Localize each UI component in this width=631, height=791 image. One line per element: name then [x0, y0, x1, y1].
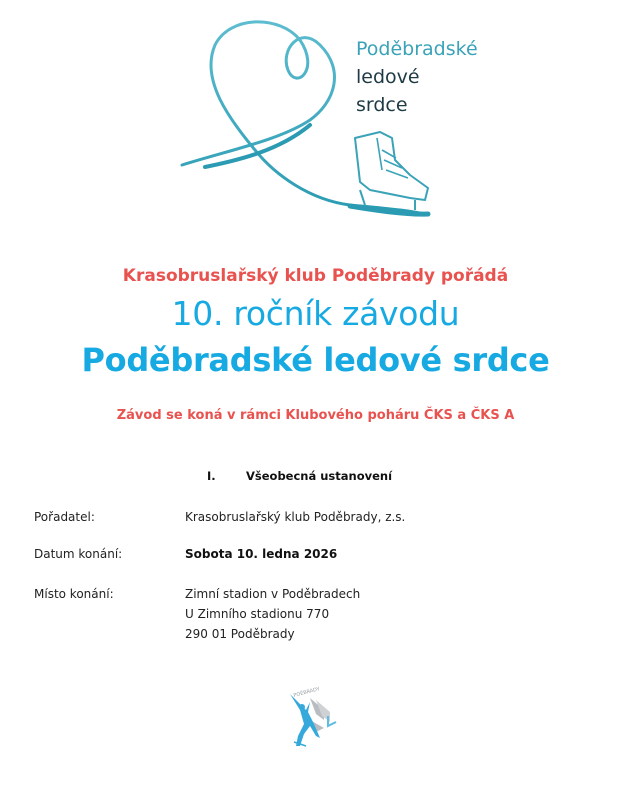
edition-heading: 10. ročník závodu: [171, 294, 460, 333]
detail-label: Místo konání:: [34, 587, 114, 601]
detail-label: Datum konání:: [34, 547, 123, 561]
figure-skater-icon: [280, 680, 340, 750]
detail-value: Sobota 10. ledna 2026: [185, 547, 338, 561]
organizer-heading: Krasobruslařský klub Poděbrady pořádá: [122, 266, 509, 286]
logo-wordmark: [356, 35, 478, 119]
section-title: Všeobecná ustanovení: [246, 469, 393, 483]
event-logo: [170, 10, 490, 230]
detail-value: U Zimního stadionu 770: [185, 607, 330, 621]
detail-label: Pořadatel:: [34, 510, 95, 524]
event-subtitle: Závod se koná v rámci Klubového poháru ČKS a ČKS A: [116, 408, 515, 423]
event-title: Poděbradské ledové srdce: [81, 341, 550, 379]
logo-line-3: srdce: [356, 94, 408, 116]
section-heading: [207, 469, 392, 483]
section-number: I.: [207, 469, 216, 483]
detail-value: Zimní stadion v Poděbradech: [185, 587, 361, 601]
logo-line-1: Poděbradské: [356, 38, 478, 60]
club-logo: [280, 680, 340, 750]
logo-line-2: ledové: [356, 66, 420, 88]
svg-text:POĚBRADY: POĚBRADY: [292, 686, 321, 699]
detail-value: Krasobruslařský klub Poděbrady, z.s.: [185, 510, 406, 524]
detail-value: 290 01 Poděbrady: [185, 627, 295, 641]
